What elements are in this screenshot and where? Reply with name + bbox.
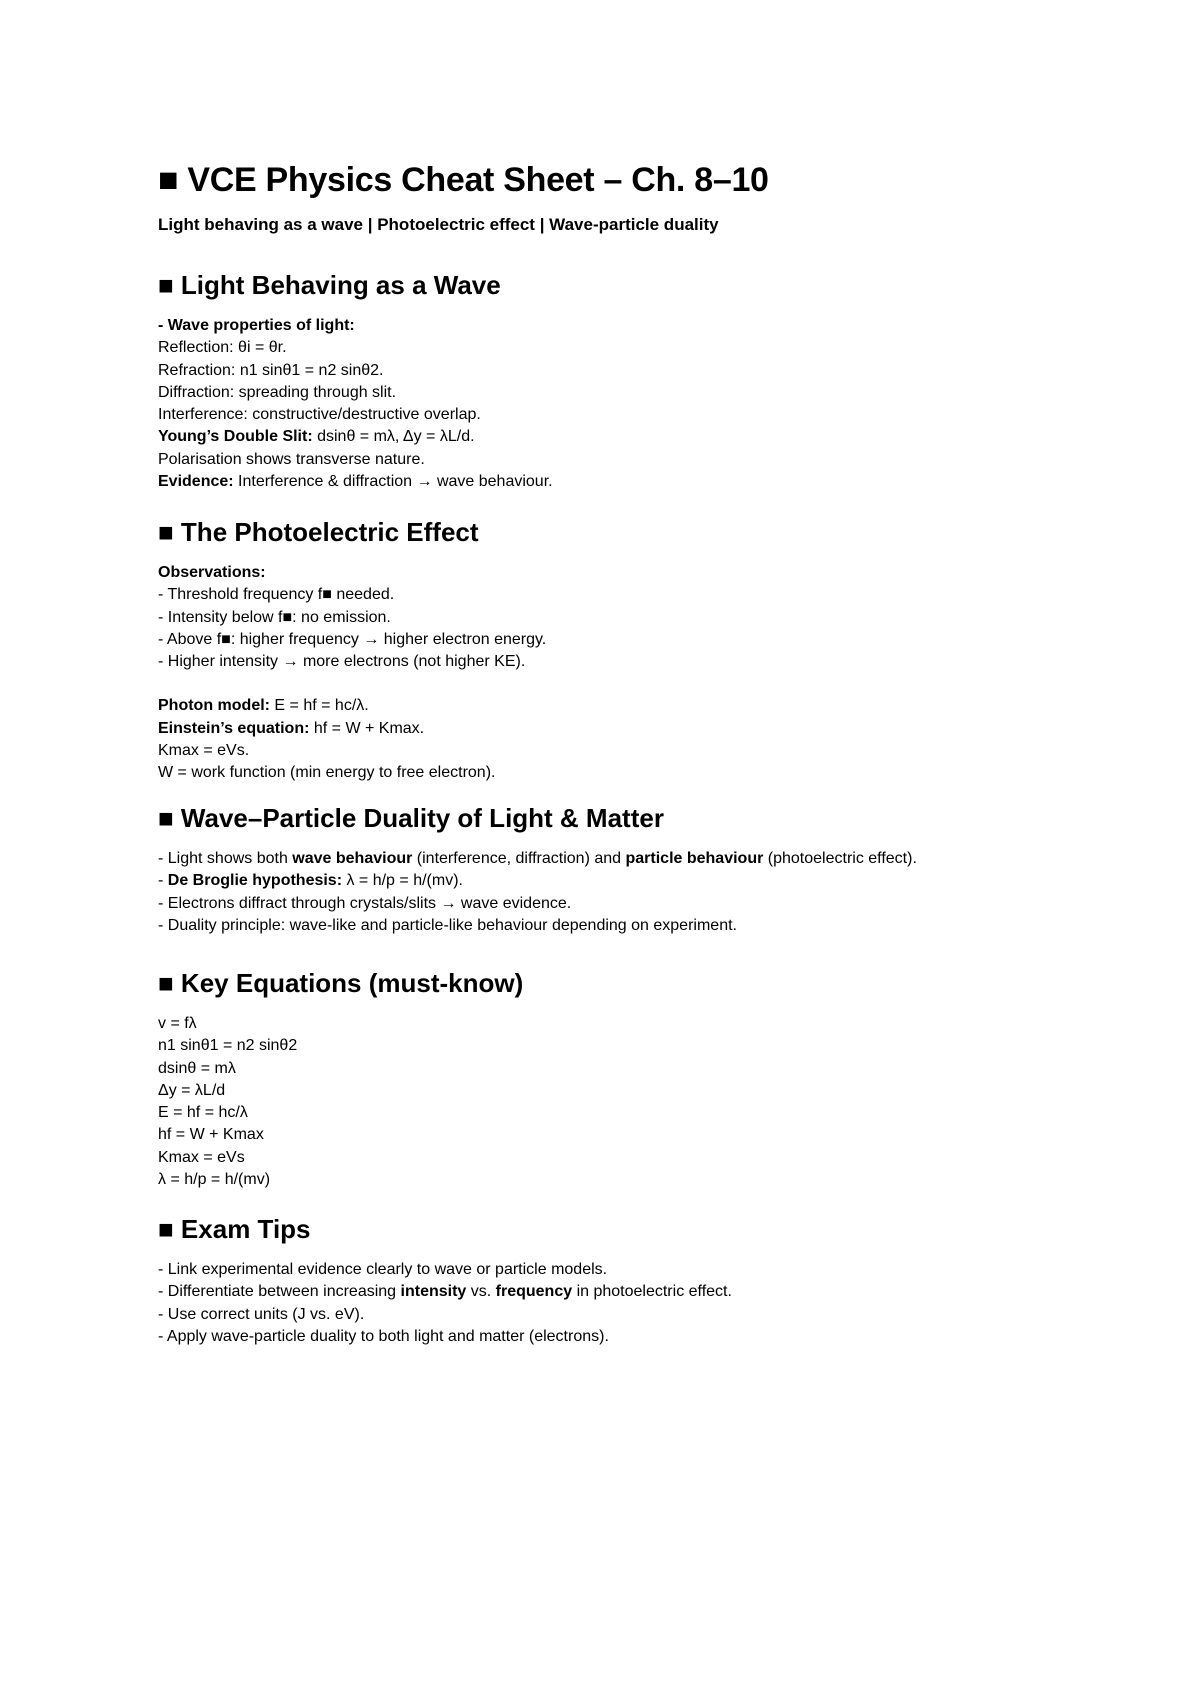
text-run: - Use correct units (J vs. eV). bbox=[158, 1305, 365, 1323]
text-line bbox=[158, 1281, 732, 1303]
text-run: - Duality principle: wave-like and particle-like behaviour depending on experiment. bbox=[158, 916, 737, 934]
text-line bbox=[158, 471, 553, 493]
page-subtitle: Light behaving as a wave | Photoelectric effect | Wave-particle duality bbox=[158, 215, 719, 234]
text-run: - Apply wave-particle duality to both light and matter (electrons). bbox=[158, 1327, 609, 1345]
text-line bbox=[158, 426, 553, 448]
text-run: E = hf = hc/λ bbox=[158, 1104, 248, 1122]
text-run: - Threshold frequency f■ needed. bbox=[158, 586, 395, 604]
text-run: hf = W + Kmax bbox=[158, 1126, 264, 1144]
section-heading: ■ Key Equations (must-know) bbox=[158, 968, 524, 998]
text-run: W = work function (min energy to free electron). bbox=[158, 764, 496, 782]
bold-term: intensity bbox=[400, 1283, 467, 1301]
text-run: - Intensity below f■: no emission. bbox=[158, 608, 391, 626]
text-run: n1 sinθ1 = n2 sinθ2 bbox=[158, 1037, 298, 1055]
text-run: dsinθ = mλ bbox=[158, 1059, 236, 1077]
text-run: λ = h/p = h/(mv). bbox=[342, 872, 463, 890]
text-line bbox=[158, 915, 917, 937]
text-run: Kmax = eVs. bbox=[158, 742, 250, 760]
text-run: Interference: constructive/destructive overlap. bbox=[158, 406, 481, 424]
text-line bbox=[158, 1326, 732, 1348]
text-line bbox=[158, 1013, 523, 1035]
text-run: Reflection: θi = θr. bbox=[158, 339, 287, 357]
text-run: Interference & diffraction → wave behaviour. bbox=[233, 473, 553, 491]
text-run: - Differentiate between increasing bbox=[158, 1283, 401, 1301]
bold-term: De Broglie hypothesis: bbox=[167, 872, 343, 890]
text-run: Kmax = eVs bbox=[158, 1148, 245, 1166]
text-line bbox=[158, 718, 546, 740]
text-run: dsinθ = mλ, Δy = λL/d. bbox=[312, 428, 475, 446]
section-body bbox=[158, 562, 546, 785]
bold-term: Photon model: bbox=[158, 697, 270, 715]
section-heading: ■ Light Behaving as a Wave bbox=[158, 270, 501, 300]
bold-term: wave behaviour bbox=[292, 850, 413, 867]
text-run: v = fλ bbox=[158, 1015, 197, 1032]
text-run: - Link experimental evidence clearly to wave or particle models. bbox=[158, 1261, 608, 1278]
text-run: - Electrons diffract through crystals/slits → wave evidence. bbox=[158, 894, 572, 912]
text-line bbox=[158, 629, 546, 651]
text-run: - Light shows both bbox=[158, 850, 293, 867]
section-body bbox=[158, 1259, 732, 1348]
text-line bbox=[158, 584, 546, 606]
text-line bbox=[158, 1058, 523, 1080]
text-line bbox=[158, 695, 546, 717]
text-run: Diffraction: spreading through slit. bbox=[158, 383, 397, 401]
text-line bbox=[158, 893, 917, 915]
section bbox=[158, 1214, 732, 1348]
text-line bbox=[158, 337, 553, 359]
text-run: hf = W + Kmax. bbox=[309, 719, 425, 737]
text-line bbox=[158, 1124, 523, 1146]
text-line bbox=[158, 607, 546, 629]
text-run: (photoelectric effect). bbox=[763, 850, 917, 867]
text-run: Refraction: n1 sinθ1 = n2 sinθ2. bbox=[158, 361, 384, 379]
bold-term: particle behaviour bbox=[625, 850, 764, 867]
text-line bbox=[158, 382, 553, 404]
text-line bbox=[158, 562, 546, 584]
text-run: Polarisation shows transverse nature. bbox=[158, 450, 425, 468]
text-line bbox=[158, 870, 917, 892]
text-run: - Higher intensity → more electrons (not higher KE). bbox=[158, 653, 526, 671]
text-line bbox=[158, 315, 553, 337]
text-line bbox=[158, 1080, 523, 1102]
section bbox=[158, 803, 917, 937]
text-line bbox=[158, 1035, 523, 1057]
text-line bbox=[158, 1259, 732, 1281]
text-run: λ = h/p = h/(mv) bbox=[158, 1171, 271, 1189]
section-body bbox=[158, 848, 917, 937]
text-line bbox=[158, 360, 553, 382]
bold-term: frequency bbox=[495, 1283, 573, 1301]
bold-term: Observations: bbox=[158, 564, 266, 581]
text-line bbox=[158, 762, 546, 784]
section bbox=[158, 270, 553, 493]
text-run: vs. bbox=[466, 1283, 496, 1301]
text-run: (interference, diffraction) and bbox=[412, 850, 626, 867]
section-heading: ■ Exam Tips bbox=[158, 1214, 311, 1244]
text-line bbox=[158, 1169, 523, 1191]
bold-term: Young’s Double Slit: bbox=[158, 428, 313, 446]
text-line bbox=[158, 449, 553, 471]
bold-term: Evidence: bbox=[158, 473, 234, 491]
spacer bbox=[158, 673, 546, 695]
text-line bbox=[158, 848, 917, 870]
text-run: Δy = λL/d bbox=[158, 1081, 226, 1099]
text-line bbox=[158, 1102, 523, 1124]
section-heading: ■ Wave–Particle Duality of Light & Matter bbox=[158, 803, 664, 833]
section bbox=[158, 517, 546, 785]
section-heading: ■ The Photoelectric Effect bbox=[158, 517, 479, 547]
section-body bbox=[158, 1013, 523, 1191]
text-line bbox=[158, 1304, 732, 1326]
text-line bbox=[158, 651, 546, 673]
text-run: E = hf = hc/λ. bbox=[269, 697, 369, 715]
section bbox=[158, 968, 523, 1191]
text-run: - bbox=[158, 872, 168, 890]
text-line bbox=[158, 740, 546, 762]
text-run: in photoelectric effect. bbox=[572, 1283, 732, 1301]
section-body bbox=[158, 315, 553, 493]
text-line bbox=[158, 404, 553, 426]
bold-term: - Wave properties of light: bbox=[158, 317, 355, 334]
document-page bbox=[158, 160, 1058, 1345]
text-line bbox=[158, 1147, 523, 1169]
text-run: - Above f■: higher frequency → higher electron energy. bbox=[158, 630, 547, 648]
page-title: ■ VCE Physics Cheat Sheet – Ch. 8–10 bbox=[158, 161, 769, 199]
bold-term: Einstein’s equation: bbox=[158, 719, 310, 737]
